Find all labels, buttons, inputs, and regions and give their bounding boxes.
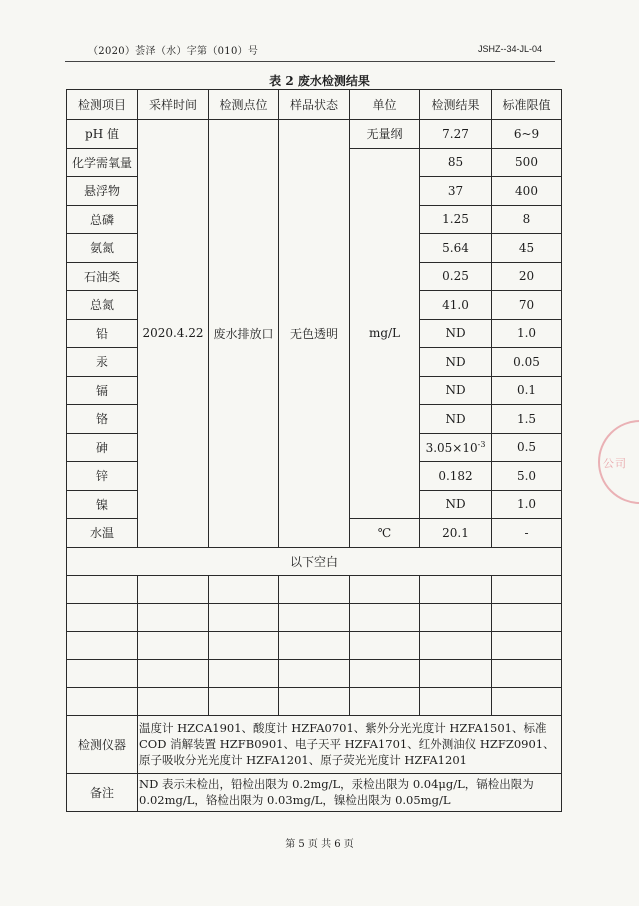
result-cell: 41.0 <box>420 291 492 320</box>
remarks-label: 备注 <box>67 773 138 811</box>
document-number: （2020）荟泽（水）字第（010）号 <box>88 46 259 57</box>
empty-cell <box>492 603 562 631</box>
empty-cell <box>209 575 279 603</box>
limit-cell: 45 <box>492 234 562 263</box>
result-cell: ND <box>420 376 492 405</box>
item-cell: pH 值 <box>67 120 138 149</box>
empty-cell <box>420 659 492 687</box>
empty-cell <box>138 631 209 659</box>
col-header-state: 样品状态 <box>279 90 350 120</box>
col-header-unit: 单位 <box>350 90 420 120</box>
empty-cell <box>279 575 350 603</box>
form-code: JSHZ--34-JL-04 <box>478 44 543 54</box>
empty-cell <box>492 631 562 659</box>
item-cell: 镍 <box>67 490 138 519</box>
empty-cell <box>350 603 420 631</box>
limit-cell: 500 <box>492 148 562 177</box>
item-cell: 氨氮 <box>67 234 138 263</box>
table-title: 表 2 废水检测结果 <box>269 74 370 88</box>
unit-cell: 无量纲 <box>350 120 420 149</box>
empty-cell <box>350 687 420 715</box>
empty-row <box>67 631 562 659</box>
result-cell: ND <box>420 490 492 519</box>
empty-row <box>67 659 562 687</box>
result-base: 3.05×10 <box>425 440 478 455</box>
empty-cell <box>420 631 492 659</box>
result-cell: 20.1 <box>420 519 492 548</box>
result-cell: 37 <box>420 177 492 206</box>
col-header-limit: 标准限值 <box>492 90 562 120</box>
item-cell: 总磷 <box>67 205 138 234</box>
empty-cell <box>492 687 562 715</box>
page-footer: 第 5 页 共 6 页 <box>285 839 354 850</box>
item-cell: 砷 <box>67 433 138 462</box>
limit-cell: 20 <box>492 262 562 291</box>
col-header-time: 采样时间 <box>138 90 209 120</box>
limit-cell: 8 <box>492 205 562 234</box>
sample-state-cell: 无色透明 <box>279 120 350 548</box>
result-cell: ND <box>420 319 492 348</box>
empty-cell <box>67 603 138 631</box>
result-exponent: -3 <box>477 439 486 449</box>
empty-cell <box>209 631 279 659</box>
table-row <box>67 120 562 149</box>
blank-note-row <box>67 547 562 575</box>
item-cell: 水温 <box>67 519 138 548</box>
item-cell: 化学需氧量 <box>67 148 138 177</box>
limit-cell: 1.0 <box>492 490 562 519</box>
company-seal-text: 公司 <box>603 457 627 470</box>
result-cell: 7.27 <box>420 120 492 149</box>
limit-cell: 1.5 <box>492 405 562 434</box>
empty-cell <box>350 575 420 603</box>
limit-cell: 0.5 <box>492 433 562 462</box>
empty-cell <box>209 603 279 631</box>
empty-cell <box>138 575 209 603</box>
result-cell: 0.25 <box>420 262 492 291</box>
item-cell: 汞 <box>67 348 138 377</box>
empty-cell <box>279 659 350 687</box>
empty-cell <box>209 687 279 715</box>
header-rule <box>65 61 555 62</box>
item-cell: 锌 <box>67 462 138 491</box>
table-header-row <box>67 90 562 120</box>
empty-row <box>67 687 562 715</box>
limit-cell: 1.0 <box>492 319 562 348</box>
empty-cell <box>420 603 492 631</box>
empty-cell <box>67 575 138 603</box>
empty-cell <box>209 659 279 687</box>
item-cell: 石油类 <box>67 262 138 291</box>
limit-cell: 0.05 <box>492 348 562 377</box>
empty-cell <box>492 659 562 687</box>
empty-cell <box>350 631 420 659</box>
empty-cell <box>138 687 209 715</box>
empty-row <box>67 575 562 603</box>
item-cell: 镉 <box>67 376 138 405</box>
limit-cell: 0.1 <box>492 376 562 405</box>
item-cell: 悬浮物 <box>67 177 138 206</box>
item-cell: 铬 <box>67 405 138 434</box>
unit-cell: ℃ <box>350 519 420 548</box>
sampling-point-cell: 废水排放口 <box>209 120 279 548</box>
unit-cell-mgl: mg/L <box>350 148 420 519</box>
empty-cell <box>492 575 562 603</box>
empty-cell <box>420 575 492 603</box>
empty-cell <box>420 687 492 715</box>
result-cell: 5.64 <box>420 234 492 263</box>
empty-cell <box>350 659 420 687</box>
remarks-text: ND 表示未检出，铅检出限为 0.2mg/L，汞检出限为 0.04μg/L，镉检出限为0.02mg/L，铬检出限为 0.03mg/L，镍检出限为 0.05mg/L <box>138 773 562 811</box>
result-cell: ND <box>420 348 492 377</box>
limit-cell: 400 <box>492 177 562 206</box>
empty-cell <box>279 631 350 659</box>
empty-cell <box>138 659 209 687</box>
item-cell: 总氮 <box>67 291 138 320</box>
limit-cell: 6~9 <box>492 120 562 149</box>
result-cell <box>420 433 492 462</box>
instruments-label: 检测仪器 <box>67 715 138 773</box>
empty-cell <box>67 659 138 687</box>
result-cell: 85 <box>420 148 492 177</box>
col-header-result: 检测结果 <box>420 90 492 120</box>
empty-row <box>67 603 562 631</box>
instruments-text: 温度计 HZCA1901、酸度计 HZFA0701、紫外分光光度计 HZFA1501、标准COD 消解装置 HZFB0901、电子天平 HZFA1701、红外测油仪 HZFZ0901、原子吸收分光光度计 HZFA1201、原子荧光光度计 HZFA1201 <box>138 715 562 773</box>
limit-cell: 5.0 <box>492 462 562 491</box>
empty-cell <box>67 687 138 715</box>
limit-cell: 70 <box>492 291 562 320</box>
empty-cell <box>279 687 350 715</box>
limit-cell: - <box>492 519 562 548</box>
col-header-point: 检测点位 <box>209 90 279 120</box>
col-header-item: 检测项目 <box>67 90 138 120</box>
empty-cell <box>67 631 138 659</box>
empty-cell <box>138 603 209 631</box>
blank-note: 以下空白 <box>67 547 562 575</box>
sampling-time-cell: 2020.4.22 <box>138 120 209 548</box>
result-cell: 0.182 <box>420 462 492 491</box>
remarks-row <box>67 773 562 811</box>
instruments-row <box>67 715 562 773</box>
wastewater-results-table <box>66 89 562 812</box>
item-cell: 铅 <box>67 319 138 348</box>
result-cell: 1.25 <box>420 205 492 234</box>
empty-cell <box>279 603 350 631</box>
result-cell: ND <box>420 405 492 434</box>
